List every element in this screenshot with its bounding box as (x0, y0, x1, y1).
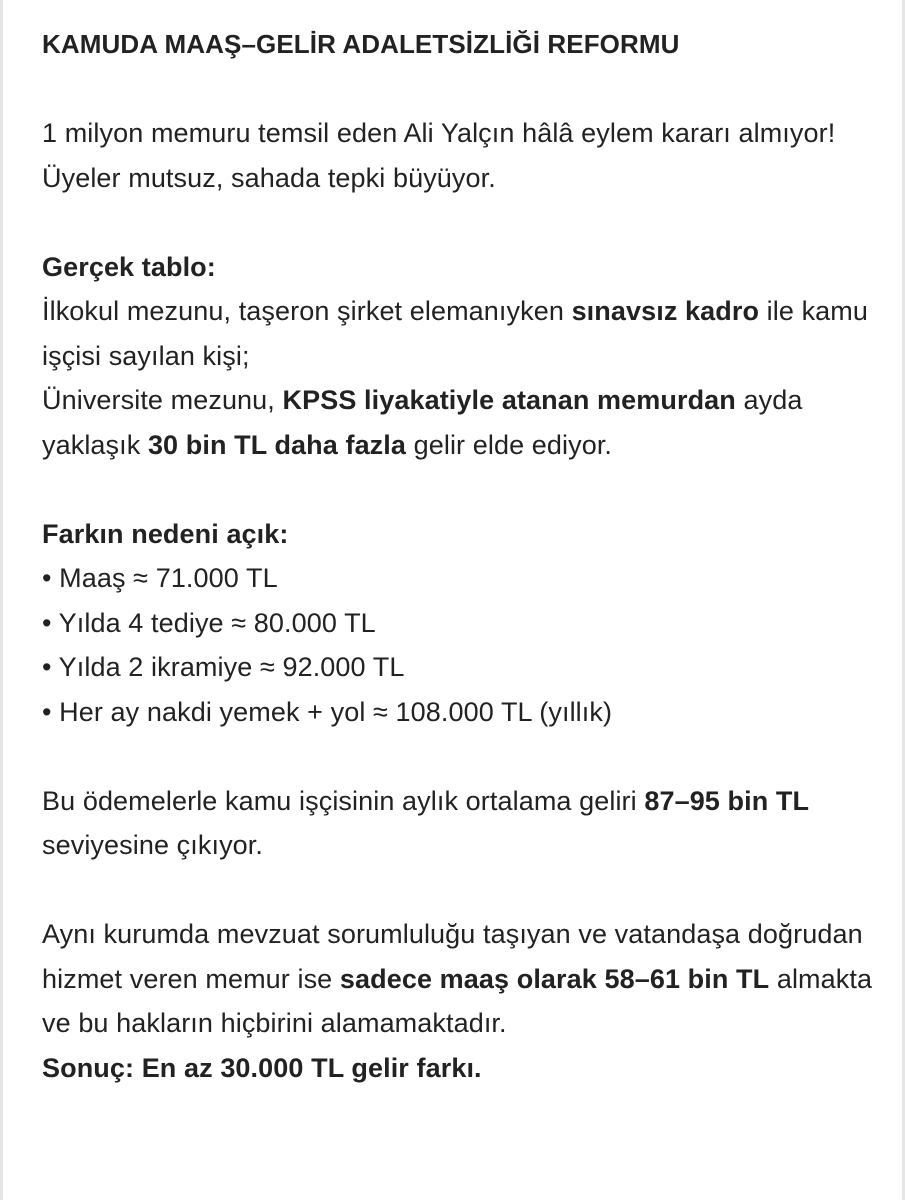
summary-paragraph: Bu ödemelerle kamu işçisinin aylık ortalama geliri 87–95 bin TL seviyesine çıkıyor. (42, 785, 810, 860)
reason-item-salary: • Maaş ≈ 71.000 TL (42, 563, 278, 593)
reason-heading: Farkın nedeni açık: (42, 518, 289, 549)
reason-item-food-transport: • Her ay nakdi yemek + yol ≈ 108.000 TL (yıllık) (42, 696, 613, 727)
reason-item-tediye: • Yılda 4 tediye ≈ 80.000 TL (42, 607, 376, 638)
post-body (42, 22, 882, 1090)
intro-line-2: Üyeler mutsuz, sahada tepki büyüyor. (42, 162, 496, 193)
real-table-sentence-2: Üniversite mezunu, KPSS liyakatiyle atanan memurdan ayda yaklaşık 30 bin TL daha fazla gelir elde ediyor. (42, 385, 803, 460)
conclusion-paragraph: Aynı kurumda mevzuat sorumluluğu taşıyan ve vatandaşa doğrudan hizmet veren memur ise sadece maaş olarak 58–61 bin TL almakta ve bu hakların hiçbirini alamamaktadır. (42, 919, 873, 1038)
post-title: KAMUDA MAAŞ–GELİR ADALETSİZLİĞİ REFORMU (42, 29, 680, 59)
conclusion-result: Sonuç: En az 30.000 TL gelir farkı. (42, 1052, 482, 1083)
intro-line-1: 1 milyon memuru temsil eden Ali Yalçın hâlâ eylem kararı almıyor! (42, 118, 836, 148)
reason-item-ikramiye: • Yılda 2 ikramiye ≈ 92.000 TL (42, 652, 405, 682)
real-table-heading: Gerçek tablo: (42, 251, 216, 282)
left-edge-shade (0, 0, 3, 1200)
real-table-sentence-1: İlkokul mezunu, taşeron şirket elemanıyken sınavsız kadro ile kamu işçisi sayılan kişi; (42, 296, 869, 371)
